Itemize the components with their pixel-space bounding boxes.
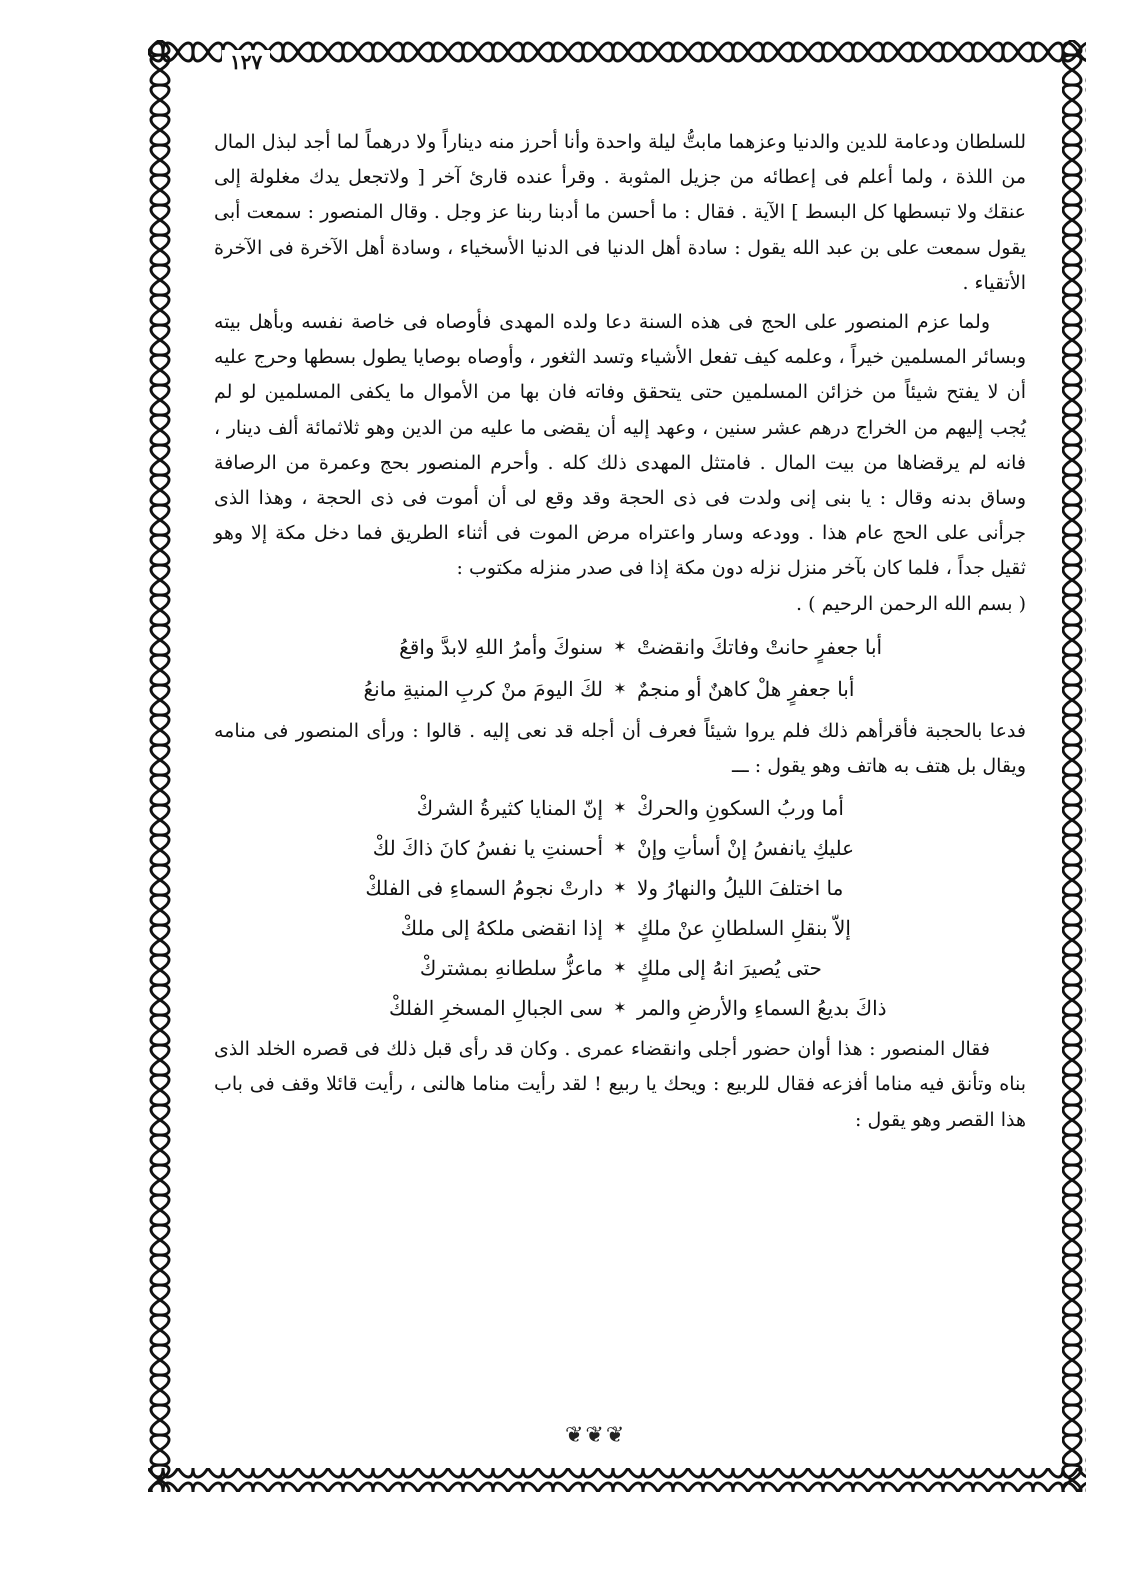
verse-row bbox=[214, 988, 1026, 1028]
verse-row bbox=[214, 828, 1026, 868]
poem-2 bbox=[214, 788, 1026, 1028]
verse-separator-star: ✶ bbox=[613, 998, 627, 1018]
verse-row bbox=[214, 908, 1026, 948]
page-number: ١٢٧ bbox=[222, 50, 270, 74]
verse-row bbox=[214, 668, 1026, 710]
verse-separator-star: ✶ bbox=[613, 798, 627, 818]
paragraph-2: ولما عزم المنصور على الحج فى هذه السنة دعا ولده المهدى فأوصاه فى خاصة نفسه وبأهل بيته وبسائر المسلمين خيراً ، وعلمه كيف تفعل الأشياء وتسد الثغور ، وأوصاه بوصايا يطول بسطها وحرج عليه أن لا يفتح شيئاً من خزائن المسلمين حتى يتحقق وفاته فان بها من الأموال ما يكفى المسلمين لو لم يُجب إليهم من الخراج درهم عشر سنين ، وعهد إليه أن يقضى ما عليه من الدين وهو ثلاثمائة ألف دينار ، فانه لم يرقضاها من بيت المال . فامتثل المهدى ذلك كله . وأحرم المنصور بحج وعمرة من الرصافة وساق بدنه وقال : يا بنى إنى ولدت فى ذى الحجة وقد وقع لى أن أموت فى ذى الحجة ، وهذا الذى جرأنى على الحج عام هذا . وودعه وسار واعتراه مرض الموت فى أثناء الطريق فما دخل مكة إلا وهو ثقيل جداً ، فلما كان بآخر منزل نزله دون مكة إذا فى صدر منزله مكتوب : bbox=[214, 311, 1026, 580]
verse-row bbox=[214, 788, 1026, 828]
verse-separator-star: ✶ bbox=[613, 958, 627, 978]
basmala-line: ( بسم الله الرحمن الرحيم ) . bbox=[796, 592, 1026, 615]
verse-first-hemistich: عليكِ يانفسُ إنْ أسأتِ وإنْ bbox=[637, 836, 855, 861]
verse-separator-star: ✶ bbox=[613, 838, 627, 858]
verse-second-hemistich: إنّ المنايا كثيرةُ الشركْ bbox=[416, 796, 603, 821]
verse-separator-star: ✶ bbox=[613, 678, 627, 698]
paragraph-4: فقال المنصور : هذا أوان حضور أجلى وانقضاء عمرى . وكان قد رأى قبل ذلك فى قصره الخلد الذى بناه وتأنق فيه مناما أفزعه فقال للربيع : ويحك يا ربيع ! لقد رأيت مناما هالنى ، رأيت قائلا وقف فى باب هذا القصر وهو يقول : bbox=[214, 1038, 1026, 1131]
verse-row bbox=[214, 948, 1026, 988]
verse-second-hemistich: سى الجبالِ المسخرِ الفلكْ bbox=[389, 996, 603, 1021]
paragraph-3: فدعا بالحجبة فأقرأهم ذلك فلم يروا شيئاً فعرف أن أجله قد نعى إليه . قالوا : ورأى المنصور فى منامه ويقال بل هتف به هاتف وهو يقول : ـــ bbox=[214, 719, 1026, 778]
paragraph-1: للسلطان ودعامة للدين والدنيا وعزهما مابتُّ ليلة واحدة وأنا أحرز منه ديناراً ولا درهماً لما أجد لبذل المال من اللذة ، ولما أعلم فى إعطائه من جزيل المثوبة . وقرأ عنده قارئ آخر [ ولاتجعل يدك مغلولة إلى عنقك ولا تبسطها كل البسط ] الآية . فقال : ما أحسن ما أدبنا ربنا عز وجل . وقال المنصور : سمعت أبى يقول سمعت على بن عبد الله يقول : سادة أهل الدنيا فى الدنيا الأسخياء ، وسادة أهل الآخرة فى الآخرة الأتقياء . bbox=[214, 131, 1026, 294]
verse-second-hemistich: أحسنتِ يا نفسُ كانَ ذاكَ لكْ bbox=[372, 836, 603, 861]
verse-separator-star: ✶ bbox=[613, 918, 627, 938]
verse-first-hemistich: حتى يُصيرَ انهُ إلى ملكٍ bbox=[637, 956, 822, 981]
verse-second-hemistich: ماعزُّ سلطانهِ بمشتركْ bbox=[419, 956, 603, 981]
verse-separator-star: ✶ bbox=[613, 878, 627, 898]
page-body bbox=[214, 125, 1026, 1138]
poem-1 bbox=[214, 626, 1026, 710]
verse-separator-star: ✶ bbox=[613, 636, 627, 656]
end-ornament: ❦❦❦ bbox=[565, 1423, 627, 1448]
verse-second-hemistich: إذا انقضى ملكهُ إلى ملكْ bbox=[400, 916, 603, 941]
verse-row bbox=[214, 626, 1026, 668]
verse-first-hemistich: أبا جعفرٍ هلْ كاهنٌ أو منجمٌ bbox=[637, 676, 855, 701]
verse-first-hemistich: ذاكَ بديعُ السماءِ والأرضِ والمر bbox=[637, 996, 887, 1021]
verse-first-hemistich: أما وربُ السكونِ والحركْ bbox=[637, 796, 844, 821]
verse-second-hemistich: دارتْ نجومُ السماءِ فى الفلكْ bbox=[365, 876, 603, 901]
verse-second-hemistich: لكَ اليومَ منْ كربِ المنيةِ مانعُ bbox=[363, 676, 603, 701]
verse-first-hemistich: إلاّ بنقلِ السلطانِ عنْ ملكٍ bbox=[637, 916, 851, 941]
verse-first-hemistich: ما اختلفَ الليلُ والنهارُ ولا bbox=[637, 876, 844, 901]
verse-second-hemistich: سنوكَ وأمرُ اللهِ لابدَّ واقعُ bbox=[399, 634, 603, 659]
verse-first-hemistich: أبا جعفرٍ حانتْ وفاتكَ وانقضتْ bbox=[637, 634, 883, 659]
verse-row bbox=[214, 868, 1026, 908]
